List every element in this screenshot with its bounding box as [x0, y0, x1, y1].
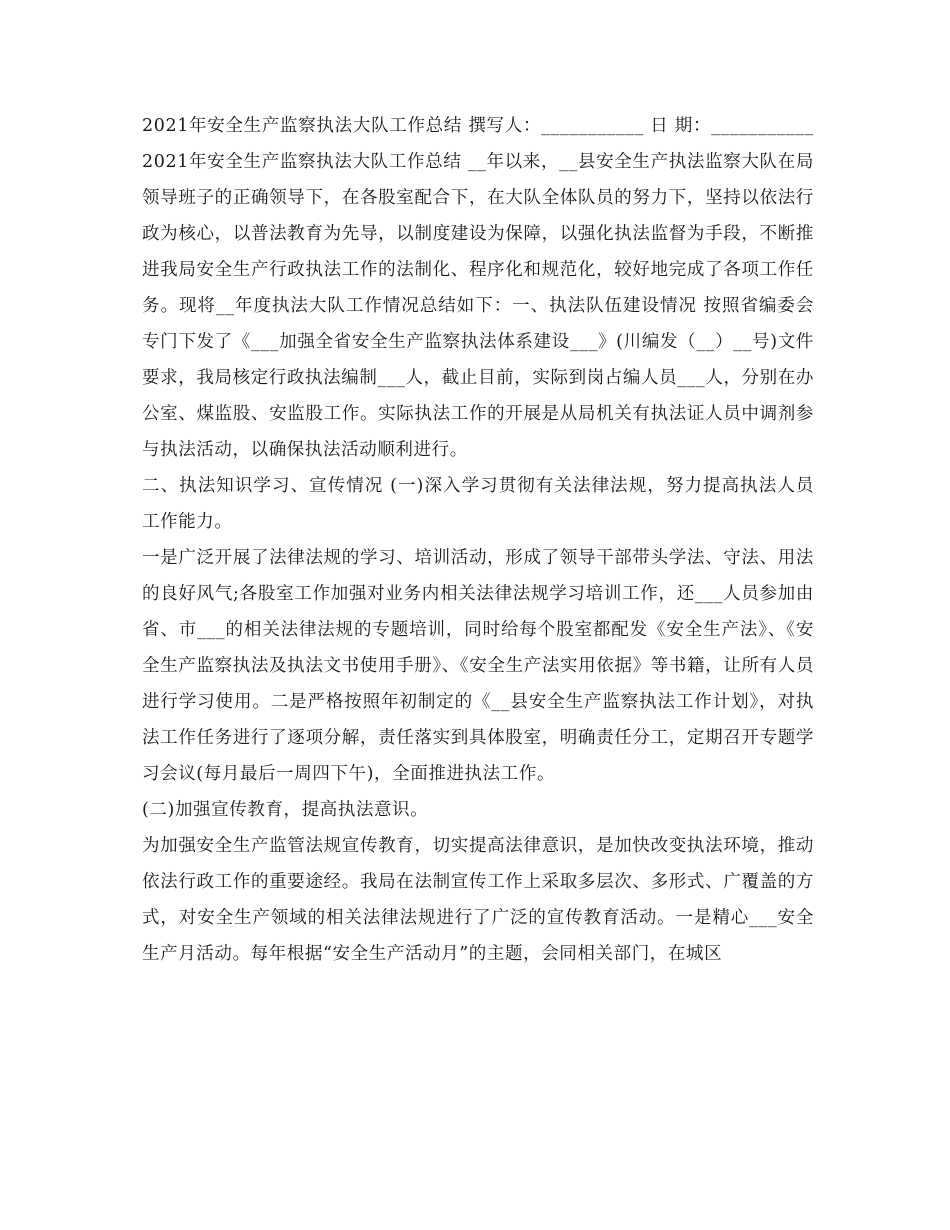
document-body [142, 108, 814, 972]
paragraph-title-and-section-one: 2021年安全生产监察执法大队工作总结 撰写人：___________ 日 期：___________ 2021年安全生产监察执法大队工作总结 __年以来，__县安全生产执法监察大队在局领导班子的正确领导下，在各股室配合下，在大队全体队员的努力下，坚持以依法行政为核心，以普法教育为先导，以制度建设为保障，以强化执法监督为手段，不断推进我局安全生产行政执法工作的法制化、程序化和规范化，较好地完成了各项工作任务。现将__年度执法大队工作情况总结如下：一、执法队伍建设情况 按照省编委会专门下发了《___加强全省安全生产监察执法体系建设___》(川编发（__）__号)文件要求，我局核定行政执法编制___人，截止目前，实际到岗占编人员___人，分别在办公室、煤监股、安监股工作。实际执法工作的开展是从局机关有执法证人员中调剂参与执法活动，以确保执法活动顺利进行。 [142, 116, 814, 460]
paragraph-training: 一是广泛开展了法律法规的学习、培训活动，形成了领导干部带头学法、守法、用法的良好风气;各股室工作加强对业务内相关法律法规学习培训工作，还___人员参加由省、市___的相关法律法规的专题培训，同时给每个股室都配发《安全生产法》、《安全生产监察执法及执法文书使用手册》、《安全生产法实用依据》等书籍，让所有人员进行学习使用。二是严格按照年初制定的《__县安全生产监察执法工作计划》，对执法工作任务进行了逐项分解，责任落实到具体股室，明确责任分工，定期召开专题学习会议(每月最后一周四下午)，全面推进执法工作。 [142, 548, 814, 784]
paragraph-publicity: 为加强安全生产监管法规宣传教育，切实提高法律意识，是加快改变执法环境，推动依法行政工作的重要途经。我局在法制宣传工作上采取多层次、多形式、广覆盖的方式，对安全生产领域的相关法律法规进行了广泛的宣传教育活动。一是精心___安全生产月活动。每年根据“安全生产活动月”的主题，会同相关部门，在城区 [142, 836, 814, 964]
paragraph-subheading-publicity: (二)加强宣传教育，提高执法意识。 [142, 800, 429, 820]
paragraph-section-two-heading: 二、执法知识学习、宣传情况 (一)深入学习贯彻有关法律法规，努力提高执法人员工作能力。 [142, 476, 814, 532]
